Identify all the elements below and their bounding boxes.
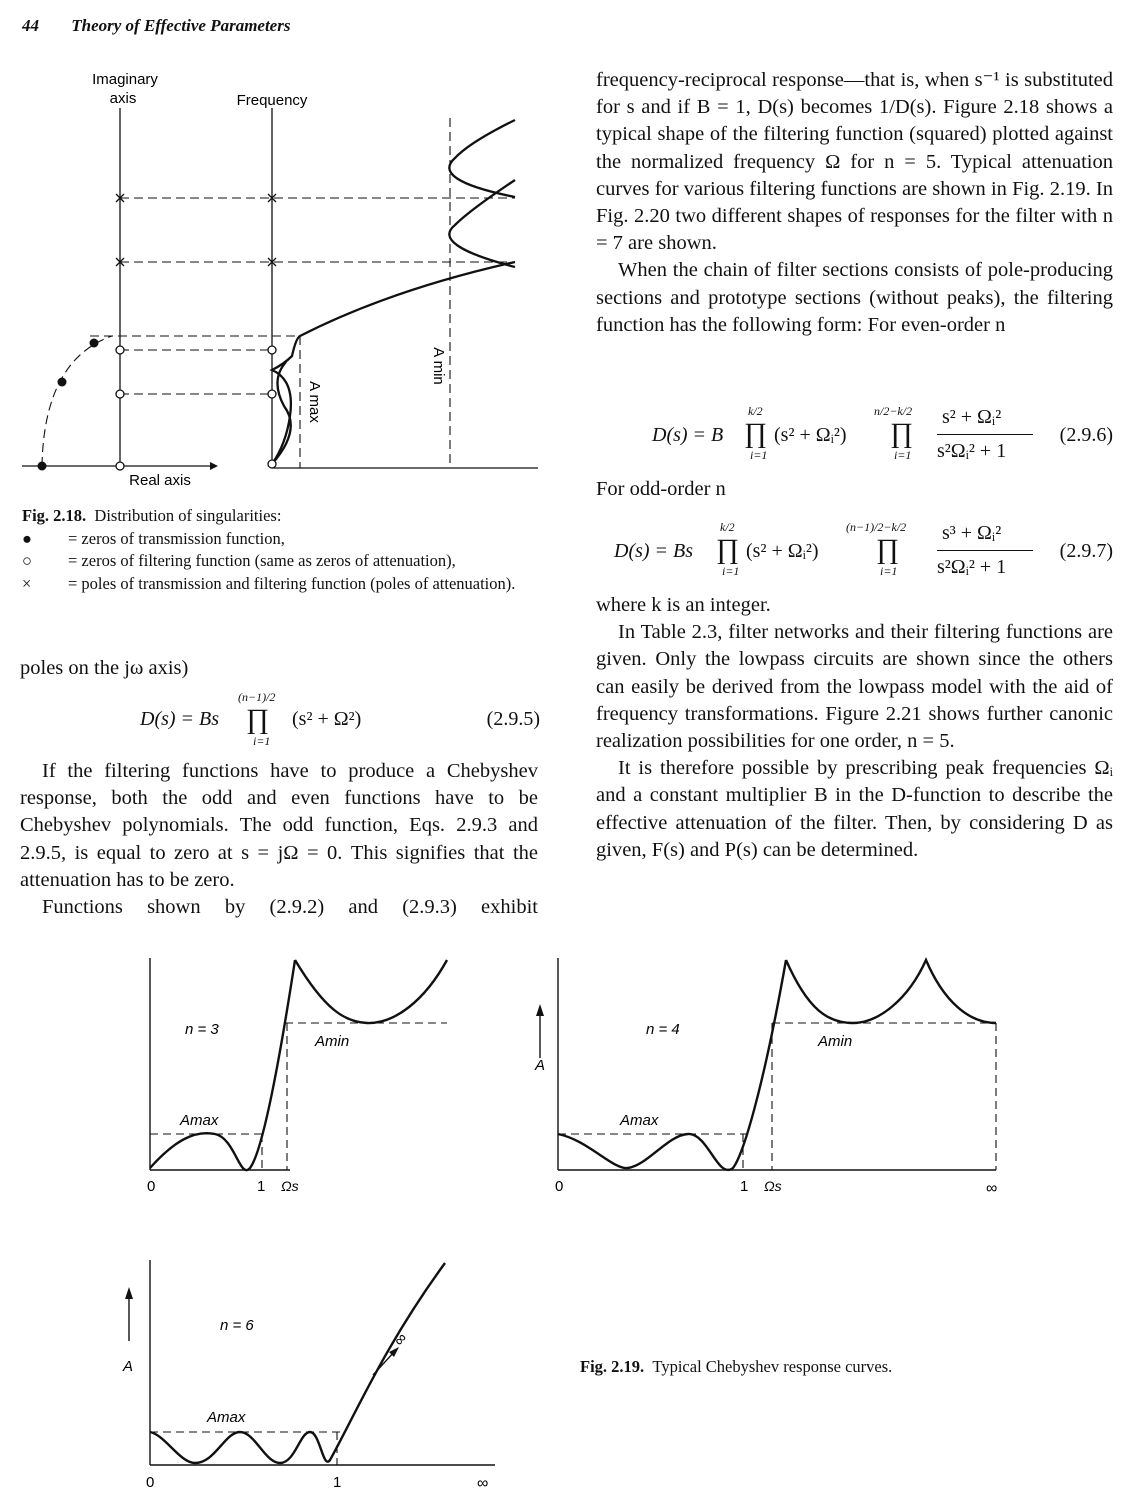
eq-rhs: (s² + Ω²) (292, 708, 362, 730)
odd-order-label: For odd-order n (596, 478, 726, 500)
a-arrow-head (536, 1004, 544, 1016)
paragraph: If the filtering functions have to produce a Chebyshev response, both the odd and even functions have to be Chebyshev polynomials. The odd function, Eqs. 2.9.3 and 2.9.5, is equal to zero at s = jΩ = 0. This signifies that the attenuation has to be zero. (20, 760, 538, 891)
eq-denominator: s²Ωᵢ² + 1 (937, 556, 1007, 578)
zero-filtering-marker (268, 346, 276, 354)
poles-line: poles on the jω axis) (20, 657, 189, 679)
zero-filtering-marker (268, 390, 276, 398)
paragraph: It is therefore possible by prescribing peak frequencies Ωᵢ and a constant multiplier B in the D-function to describe the effective attenuation of the filter. Then, by considering D as given, F(s) and P(s) can be determined. (596, 757, 1113, 861)
amax-label: Amax (620, 1112, 659, 1129)
eq-number: (2.9.5) (486, 708, 540, 730)
fraction-bar (937, 550, 1033, 551)
imaginary-axis-label-2: axis (109, 90, 137, 107)
imaginary-axis-label-1: Imaginary (92, 71, 158, 88)
figure-2-18 (0, 60, 560, 500)
zero-filtering-marker (116, 462, 124, 470)
response-curve (150, 1263, 445, 1463)
response-panel-n6 (115, 1255, 515, 1495)
zero-filtering-marker (116, 346, 124, 354)
eq-number: (2.9.6) (1059, 424, 1113, 446)
product-symbol: ∏ (890, 418, 914, 449)
order-label: n = 4 (646, 1021, 680, 1038)
running-title: Theory of Effective Parameters (71, 16, 291, 35)
a-axis-label: A (123, 1358, 134, 1375)
eq-lower-limit: i=1 (880, 564, 898, 578)
caption-text: Typical Chebyshev response curves. (652, 1357, 893, 1376)
eq-term: (s² + Ωᵢ²) (774, 424, 847, 446)
product-symbol: ∏ (876, 534, 900, 565)
zero-filtering-marker (268, 460, 276, 468)
caption-label: Fig. 2.18. (22, 506, 87, 525)
paragraph: In Table 2.3, filter networks and their filtering functions are given. Only the lowpass circuits are shown since the others can easily be derived from the lowpass model with the aid of frequency transformations. Figure 2.21 shows further canonic realization possibilities for one order, n = 5. (596, 621, 1113, 753)
stopband-curve (786, 960, 996, 1023)
response-curve (150, 960, 295, 1170)
eq-denominator: s²Ωᵢ² + 1 (937, 440, 1007, 462)
paragraph: Functions shown by (2.9.2) and (2.9.3) exhibit (42, 896, 538, 919)
caption-label: Fig. 2.19. (580, 1357, 645, 1376)
eq-term: (s² + Ωᵢ²) (746, 540, 819, 562)
paragraph: where k is an integer. (596, 594, 771, 616)
legend-item: × = poles of transmission and filtering function (poles of attenuation). (22, 573, 516, 593)
stopband-curve (295, 960, 447, 1023)
infinity-arrow-label: ∞ (390, 1329, 412, 1350)
eq-upper-limit: (n−1)/2−k/2 (846, 520, 907, 534)
passband-edge-label: 1 (257, 1178, 266, 1195)
zero-transmission-marker (58, 378, 67, 387)
a-arrow-head (125, 1287, 133, 1299)
eq-numerator: s² + Ωᵢ² (942, 406, 1002, 428)
infinity-label: ∞ (986, 1180, 998, 1197)
response-curve-lobe-1 (449, 180, 515, 267)
eq-lhs: D(s) = Bs (140, 708, 220, 730)
eq-upper-limit: k/2 (720, 520, 735, 534)
eq-number: (2.9.7) (1059, 540, 1113, 562)
origin-label: 0 (555, 1178, 564, 1195)
real-axis-label: Real axis (129, 472, 191, 489)
product-symbol: ∏ (246, 704, 270, 735)
amin-label: Amin (818, 1033, 853, 1050)
response-curve-lower (272, 262, 515, 464)
zero-transmission-marker (90, 339, 99, 348)
fraction-bar (937, 434, 1033, 435)
equation-2-9-5 (140, 690, 540, 750)
order-label: n = 3 (185, 1021, 219, 1038)
eq-upper-limit: k/2 (748, 404, 763, 418)
left-column (20, 655, 538, 682)
equation-2-9-6 (652, 402, 1113, 470)
right-column-body (596, 592, 1113, 864)
paragraph: When the chain of filter sections consists of pole-producing sections and prototype sections (without peaks), the filtering function has the following form: For even-order n (596, 259, 1113, 336)
frequency-label: Frequency (236, 92, 308, 109)
stopband-edge-label: Ωs (281, 1178, 299, 1194)
legend-item: ○ = zeros of filtering function (same as zeros of attenuation), (22, 551, 456, 570)
eq-upper-limit: (n−1)/2 (238, 690, 276, 704)
eq-lhs: D(s) = Bs (614, 540, 694, 562)
eq-upper-limit: n/2−k/2 (874, 404, 913, 418)
page-number: 44 (22, 16, 39, 35)
response-panel-n3 (135, 950, 455, 1200)
infinity-label: ∞ (477, 1475, 489, 1492)
response-panel-n4 (528, 950, 1008, 1200)
a-min-label: A min (430, 347, 447, 385)
right-column (596, 67, 1113, 339)
eq-numerator: s³ + Ωᵢ² (942, 522, 1002, 544)
a-axis-label: A (535, 1057, 546, 1074)
paragraph: frequency-reciprocal response—that is, when s⁻¹ is substituted for s and if B = 1, D(s) becomes 1/D(s). Figure 2.18 shows a typical shape of the filtering function (squared) plotted against the normalized frequency Ω for n = 5. Typical attenuation curves for various filtering functions are shown in Fig. 2.19. In Fig. 2.20 two different shapes of responses for the filter with n = 7 are shown. (596, 69, 1113, 255)
eq-lower-limit: i=1 (253, 734, 271, 748)
real-axis-arrow (210, 462, 218, 470)
equation-2-9-7 (614, 518, 1113, 586)
figure-2-18-caption (22, 505, 540, 595)
passband-edge-label: 1 (740, 1178, 749, 1195)
eq-lhs: D(s) = B (652, 424, 724, 446)
a-max-label: A max (306, 381, 323, 423)
stopband-edge-label: Ωs (764, 1178, 782, 1194)
origin-label: 0 (147, 1178, 156, 1195)
amin-label: Amin (315, 1033, 350, 1050)
eq-lower-limit: i=1 (722, 564, 740, 578)
product-symbol: ∏ (716, 534, 740, 565)
response-curve (558, 960, 786, 1170)
caption-title: Distribution of singularities: (94, 506, 282, 525)
dash-singularity-arc (42, 336, 112, 466)
product-symbol: ∏ (744, 418, 768, 449)
figure-2-19-caption (580, 1356, 1120, 1379)
order-label: n = 6 (220, 1317, 254, 1334)
passband-edge-label: 1 (333, 1474, 342, 1491)
amax-label: Amax (180, 1112, 219, 1129)
zero-filtering-marker (116, 390, 124, 398)
origin-label: 0 (146, 1474, 155, 1491)
eq-lower-limit: i=1 (894, 448, 912, 462)
amax-label: Amax (207, 1409, 246, 1426)
running-header (22, 16, 290, 36)
legend-item: ● = zeros of transmission function, (22, 528, 285, 548)
zero-transmission-marker (38, 462, 47, 471)
left-column-body (20, 758, 538, 921)
eq-lower-limit: i=1 (750, 448, 768, 462)
